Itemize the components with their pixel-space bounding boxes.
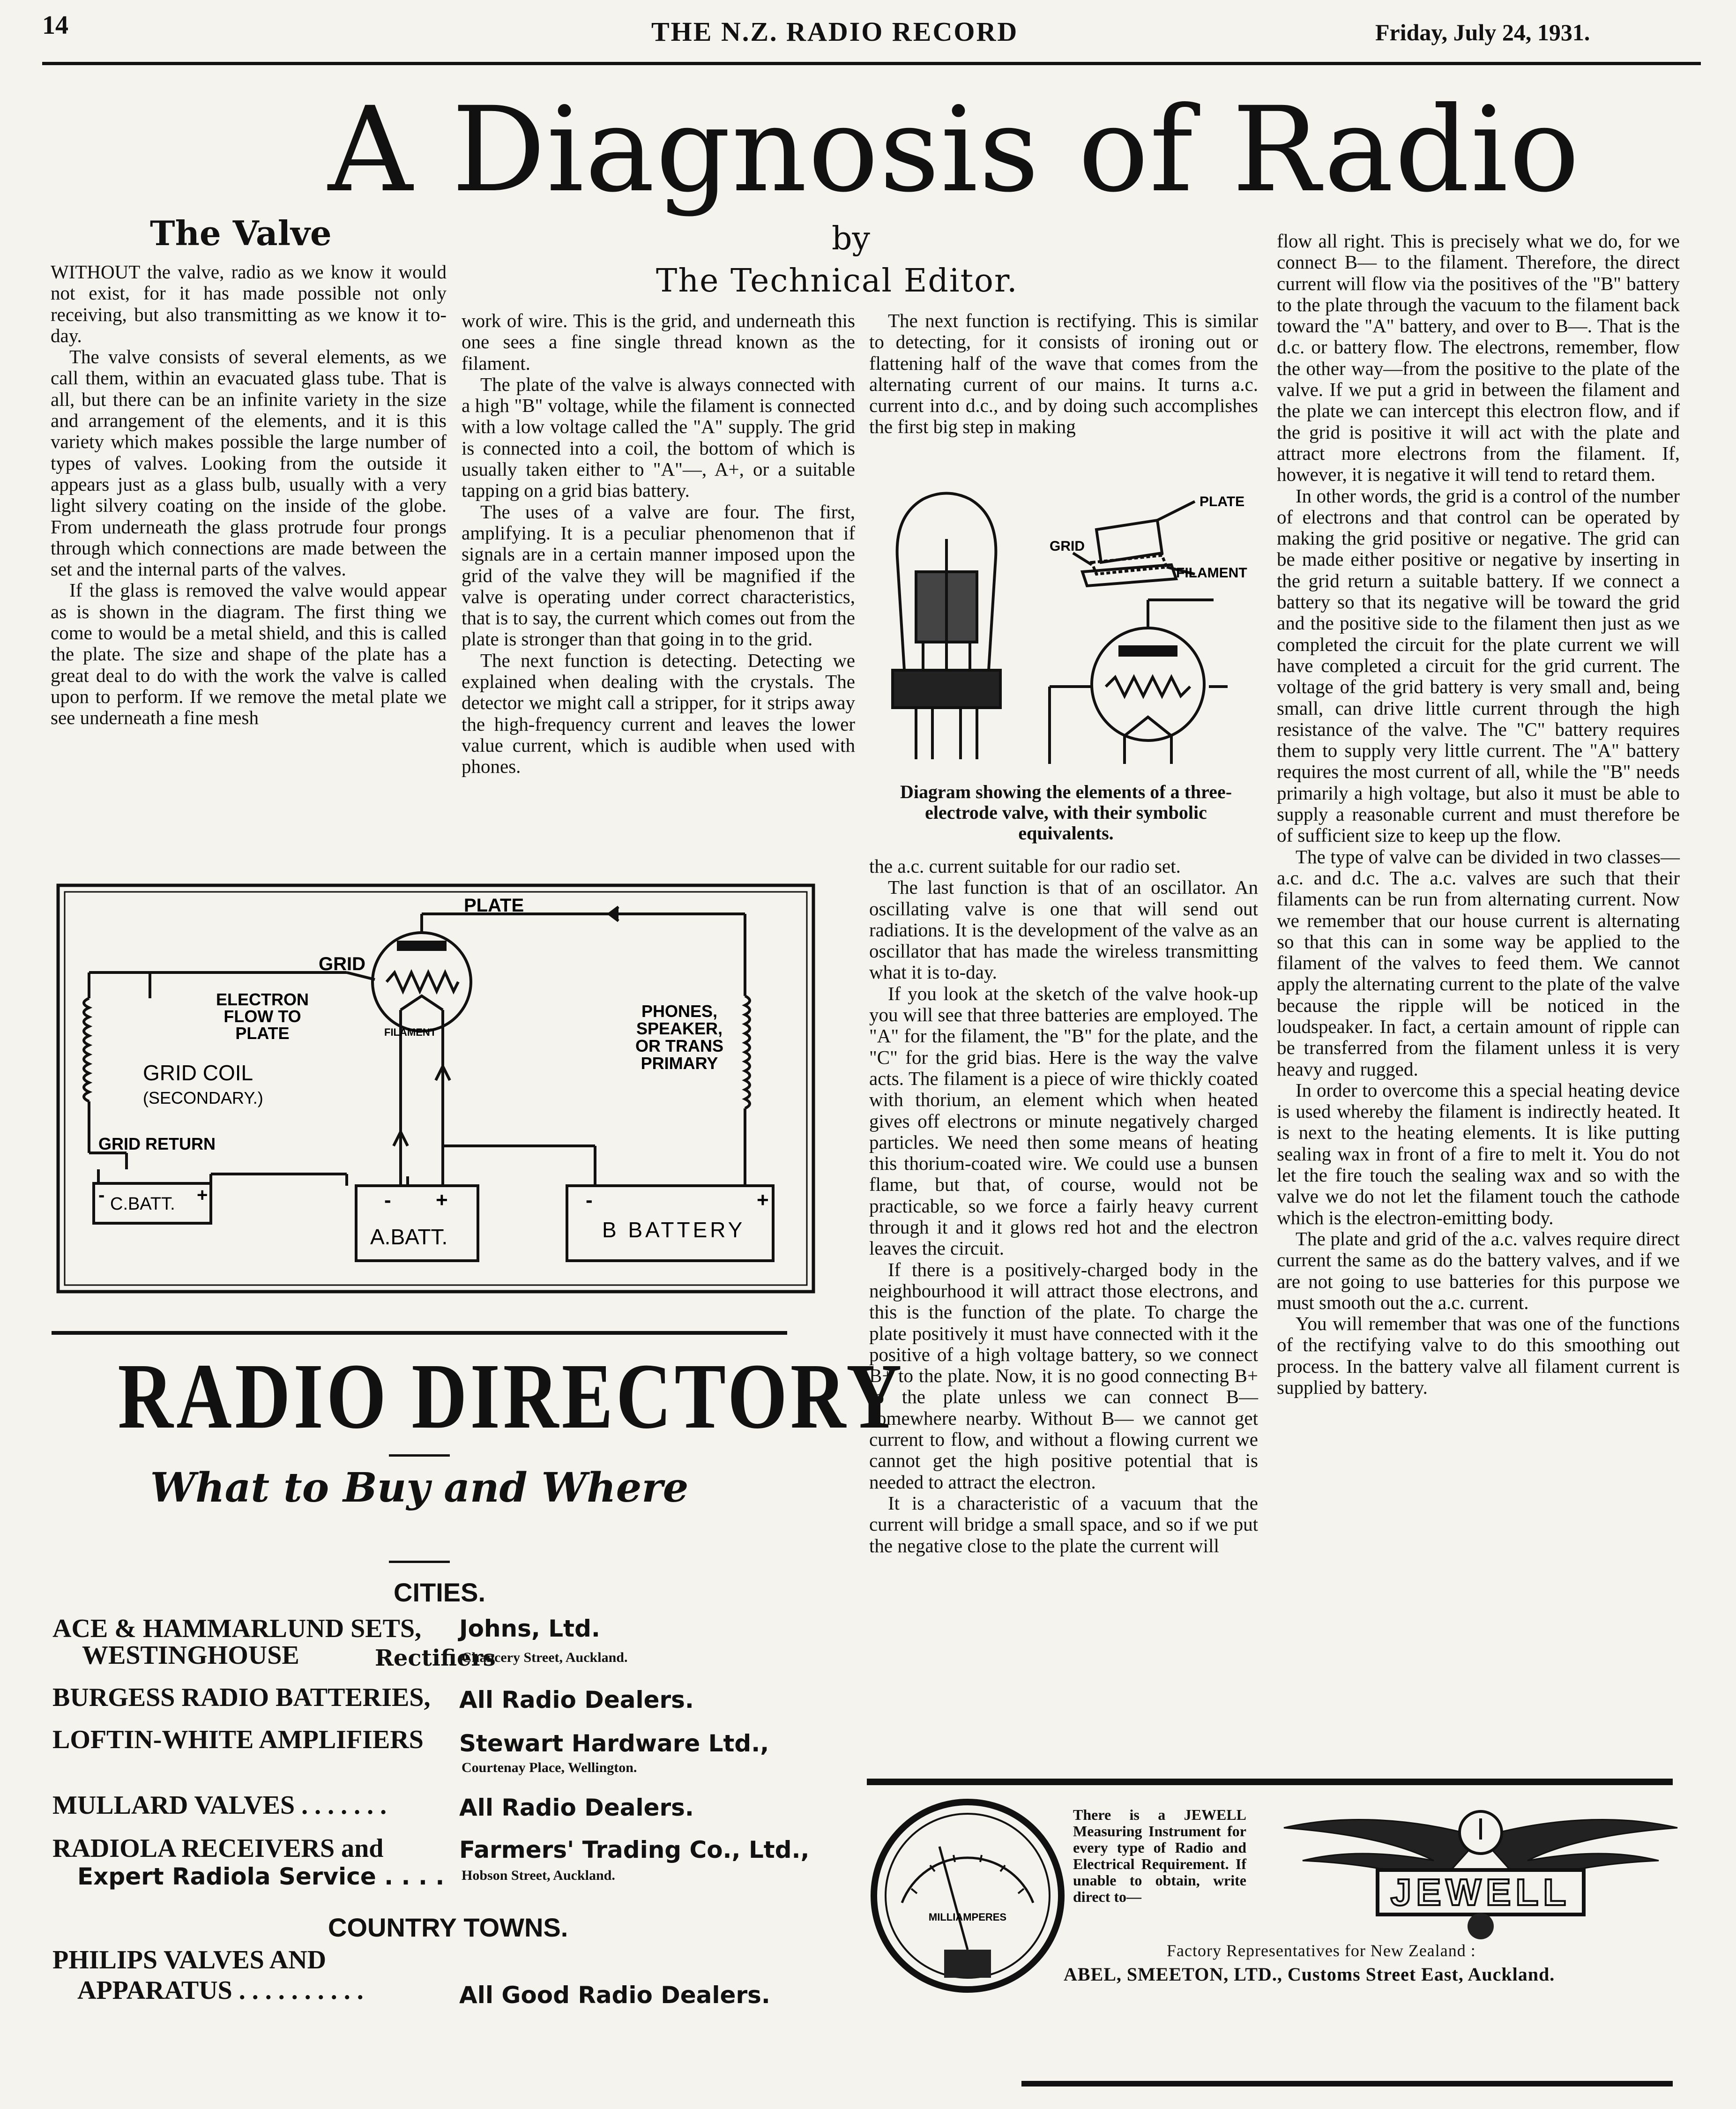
circuit-a-batt-label: A.BATT. bbox=[370, 1225, 448, 1249]
circuit-phones-label-2: SPEAKER, bbox=[636, 1019, 723, 1038]
article-title: A Diagnosis of Radio bbox=[328, 82, 1581, 218]
col1-paragraph: WITHOUT the valve, radio as we know it would not exist, for it has made possible not only receiving, but also transmitting as we know it to-day. bbox=[51, 261, 447, 346]
col3-paragraph: It is a characteristic of a vacuum that the current will bridge a small space, and so if we put the negative close to the plate the current will bbox=[869, 1492, 1258, 1556]
col3-paragraph: the a.c. current suitable for our radio set. bbox=[869, 855, 1181, 877]
column-3-bottom bbox=[869, 856, 1258, 1556]
circuit-electron-flow-label-2: FLOW TO bbox=[224, 1007, 301, 1026]
col4-paragraph: You will remember that was one of the functions of the rectifying valve to do this smoothing out process. In the battery valve all filament current is supplied by battery. bbox=[1277, 1313, 1680, 1399]
circuit-diagram bbox=[56, 883, 815, 1294]
meter-label: MILLIAMPERES bbox=[928, 1911, 1007, 1923]
directory-product-suffix: Rectifiers bbox=[375, 1645, 496, 1671]
col3-paragraph: If there is a positively-charged body in the neighbourhood it will attract those electrons, and this is the function of the plate. To charge the plate positively it must have connected with it the positive of a high voltage battery, so we connect B+ to the plate. Now, it is no good connecting B+ to the plate unless we can connect B— somewhere nearby. Without B— we cannot get current to flow, and without a flowing current we cannot get the high positive potential that is needed to attract the electron. bbox=[869, 1258, 1258, 1493]
page-number: 14 bbox=[42, 11, 68, 40]
column-1 bbox=[51, 262, 447, 729]
by-line: by bbox=[832, 220, 870, 257]
circuit-b-minus: - bbox=[586, 1189, 593, 1212]
directory-subtitle: What to Buy and Where bbox=[150, 1464, 689, 1511]
circuit-phones-label-3: OR TRANS bbox=[635, 1036, 723, 1055]
circuit-c-plus: + bbox=[197, 1185, 208, 1205]
circuit-grid-coil-sublabel: (SECONDARY.) bbox=[143, 1088, 263, 1107]
col4-paragraph: In order to overcome this a special heating device is used whereby the filament is indirectly heated. It is next to the heating elements. It is like putting sealing wax in front of a fire to melt it. You do not let the fire touch the sealing wax and so with the valve we do not let the filament touch the cathode which is the electron-emitting body. bbox=[1277, 1079, 1680, 1228]
valve-diagram-caption: Diagram showing the elements of a three-electrode valve, with their symbolic equivalents. bbox=[900, 781, 1232, 844]
jewell-logo bbox=[1274, 1800, 1687, 1940]
directory-dealer: All Radio Dealers. bbox=[459, 1686, 694, 1713]
circuit-b-plus: + bbox=[757, 1189, 769, 1212]
directory-top-rule bbox=[52, 1331, 787, 1335]
circuit-electron-flow-label-1: ELECTRON bbox=[216, 990, 309, 1009]
circuit-c-batt-label: C.BATT. bbox=[110, 1194, 175, 1214]
author-name: The Technical Editor. bbox=[656, 262, 1018, 299]
directory-address: Courtenay Place, Wellington. bbox=[462, 1760, 637, 1775]
ad-company: ABEL, SMEETON, LTD., Customs Street East, Auckland. bbox=[1064, 1964, 1555, 1985]
circuit-grid-coil-label: GRID COIL bbox=[143, 1061, 253, 1085]
valve-grid-label: GRID bbox=[1050, 538, 1085, 554]
directory-product: MULLARD VALVES . . . . . . . bbox=[52, 1791, 387, 1820]
meter-illustration bbox=[869, 1795, 1066, 1997]
circuit-plate-label: PLATE bbox=[464, 895, 524, 916]
col3-paragraph: If you look at the sketch of the valve hook-up you will see that three batteries are employed. The "A" for the filament, the "B" for the plate, and the "C" for the grid bias. Here is the way the valve acts. The filament is a piece of wire thickly coated with thorium, an element which when heated gives off electrons or minute negatively charged particles. We need then some means of heating this thorium-coated wire. We could use a bunsen flame, but that, of course, would not be practicable, so we force a fairly heavy current through it and it glows red hot and the electron leaves the circuit. bbox=[869, 982, 1258, 1259]
circuit-electron-flow-label-3: PLATE bbox=[235, 1024, 290, 1043]
directory-dealer: Farmers' Trading Co., Ltd., bbox=[459, 1836, 810, 1863]
circuit-phones-label-4: PRIMARY bbox=[641, 1054, 718, 1073]
directory-address: Hobson Street, Auckland. bbox=[462, 1868, 615, 1883]
col4-paragraph: flow all right. This is precisely what we do, for we connect B— to the filament. Therefore, the direct current will flow via the positives of the "B" battery to the plate through the vacuum to the filament back toward the "A" battery, and over to B—. That is the d.c. or battery flow. The electrons, remember, flow the other way—from the positive to the plate of the valve. If we put a grid in between the filament and the plate we can intercept this electron flow, and if the grid is positive it will act with the plate and attract more electrons from the filament. If, however, it is negative it will tend to retard them. bbox=[1277, 230, 1680, 486]
circuit-a-minus: - bbox=[384, 1189, 391, 1212]
issue-date: Friday, July 24, 1931. bbox=[1375, 19, 1590, 45]
ad-top-rule bbox=[867, 1779, 1673, 1785]
valve-plate-label: PLATE bbox=[1200, 494, 1245, 509]
directory-dealer: Stewart Hardware Ltd., bbox=[459, 1730, 769, 1757]
circuit-a-plus: + bbox=[436, 1189, 448, 1212]
col1-paragraph: The valve consists of several elements, as we call them, within an evacuated glass tube. That is all, but there can be an infinite variety in the size and arrangement of the elements, and it is this variety which makes possible the large number of types of valves. Looking from the outside it appears just as a glass bulb, usually with a very light silvery coating on the inside of the globe. From underneath the glass protrude four prongs through which connections are made between the set and the internal parts of the valves. bbox=[51, 346, 447, 580]
column-4 bbox=[1277, 231, 1680, 1398]
directory-dealer: Johns, Ltd. bbox=[459, 1615, 600, 1642]
directory-short-rule bbox=[389, 1454, 450, 1457]
jewell-brand: JEWELL bbox=[1390, 1871, 1571, 1913]
column-3-top bbox=[869, 310, 1258, 438]
country-heading: COUNTRY TOWNS. bbox=[328, 1913, 568, 1942]
column-2 bbox=[462, 310, 855, 778]
circuit-phones-label-1: PHONES, bbox=[641, 1002, 718, 1021]
directory-product: RADIOLA RECEIVERS and bbox=[52, 1834, 384, 1863]
circuit-grid-return-label: GRID RETURN bbox=[98, 1134, 216, 1153]
directory-product: LOFTIN-WHITE AMPLIFIERS bbox=[52, 1725, 424, 1754]
circuit-c-minus: - bbox=[98, 1185, 105, 1205]
directory-product: ACE & HAMMARLUND SETS, bbox=[52, 1614, 422, 1643]
col2-paragraph: The plate of the valve is always connected with a high "B" voltage, while the filament is connected with a low voltage called the "A" supply. The grid is connected into a coil, the bottom of which is usually taken either to "A"—, A+, or a suitable tapping on a grid bias battery. bbox=[462, 373, 855, 501]
directory-product: Expert Radiola Service . . . . bbox=[77, 1863, 445, 1890]
ad-representatives: Factory Representatives for New Zealand : bbox=[1167, 1941, 1476, 1960]
circuit-grid-label: GRID bbox=[319, 954, 365, 974]
directory-title: RADIO DIRECTORY bbox=[118, 1345, 905, 1448]
directory-dealer: All Radio Dealers. bbox=[459, 1794, 694, 1821]
directory-product: APPARATUS . . . . . . . . . . bbox=[77, 1976, 364, 2005]
col1-paragraph: If the glass is removed the valve would appear as is shown in the diagram. The first thing we come to would be a metal shield, and this is called the plate. The size and shape of the plate has a great deal to do with the work the valve is called upon to perform. If we remove the metal plate we see underneath a fine mesh bbox=[51, 579, 447, 729]
col4-paragraph: The plate and grid of the a.c. valves require direct current the same as do the battery valves, and if we are not going to use batteries for this purpose we must smooth out the a.c. current. bbox=[1277, 1227, 1680, 1313]
col2-paragraph: The next function is detecting. Detecting we explained when dealing with the crystals. The detector we might call a stripper, for it strips away the high-frequency current and leaves the lower value current, which is audible when used with phones. bbox=[462, 649, 855, 778]
valve-diagram bbox=[872, 473, 1260, 769]
directory-short-rule-2 bbox=[389, 1561, 450, 1563]
directory-product: WESTINGHOUSE bbox=[82, 1641, 299, 1670]
directory-product: PHILIPS VALVES AND bbox=[52, 1945, 327, 1974]
col3-paragraph: The next function is rectifying. This is similar to detecting, for it consists of ironing out or flattening half of the wave that comes from the alternating current of our mains. It turns a.c. current into d.c., and by doing such accomplishes the first big step in making bbox=[869, 310, 1258, 438]
col2-paragraph: work of wire. This is the grid, and underneath this one sees a fine single thread known as the filament. bbox=[462, 310, 855, 374]
col2-paragraph: The uses of a valve are four. The first, amplifying. It is a peculiar phenomenon that if signals are in a certain manner imposed upon the grid of the valve they will be magnified if the valve is operating under correct characteristics, that is to say, the current which comes out from the plate is stronger than that going in to the grid. bbox=[462, 501, 855, 650]
col3-paragraph: The last function is that of an oscillator. An oscillating valve is one that will send out radiations. It is the development of the valve as an oscillator that has made the wireless transmitting what it is to-day. bbox=[869, 876, 1258, 983]
col4-paragraph: The type of valve can be divided in two classes—a.c. and d.c. The a.c. valves are such that their filaments can be run from alternating current. Now we remember that our house current is alternating so that this can in some way be applied to the filament of the valves to feed them. We cannot apply the alternating current to the plate of the valve because the ripple will be noticed in the loudspeaker. In fact, a certain amount of ripple can be transferred from the filament unless it is very heavy and rugged. bbox=[1277, 845, 1680, 1080]
col4-paragraph: In other words, the grid is a control of the number of electrons and that control can be operated by making the grid positive or negative. The grid can be made either positive or negative by inserting in the grid return a suitable battery. If we connect a battery so that its negative will be toward the grid and the positive side to the filament then just as we completed the circuit for the plate current we will have completed a circuit for the grid current. The voltage of the grid battery is very small and, being small, can drive little current through the high resistance of the valve. The "C" battery requires them to supply very little current. The "A" battery requires the most current of all, while the "B" needs primarily a high voltage, but also it must be able to supply a reasonable current and must therefore be of sufficient size to keep up the flow. bbox=[1277, 485, 1680, 846]
publication-name: THE N.Z. RADIO RECORD bbox=[651, 16, 1019, 47]
ad-copy: There is a JEWELL Measuring Instrument for every type of Radio and Electrical Requirement. If unable to obtain, write direct to— bbox=[1073, 1806, 1246, 1905]
directory-product: BURGESS RADIO BATTERIES, bbox=[52, 1683, 431, 1712]
circuit-filament-label: FILAMENT bbox=[384, 1026, 437, 1038]
directory-dealer: All Good Radio Dealers. bbox=[459, 1982, 770, 2009]
valve-filament-label: FILAMENT bbox=[1176, 565, 1247, 581]
ad-bottom-rule bbox=[1021, 2081, 1673, 2087]
directory-address: Chancery Street, Auckland. bbox=[462, 1650, 628, 1665]
circuit-b-battery-label: B BATTERY bbox=[602, 1218, 745, 1242]
cities-heading: CITIES. bbox=[394, 1578, 486, 1607]
header-rule bbox=[42, 62, 1701, 65]
section-heading: The Valve bbox=[150, 213, 332, 253]
